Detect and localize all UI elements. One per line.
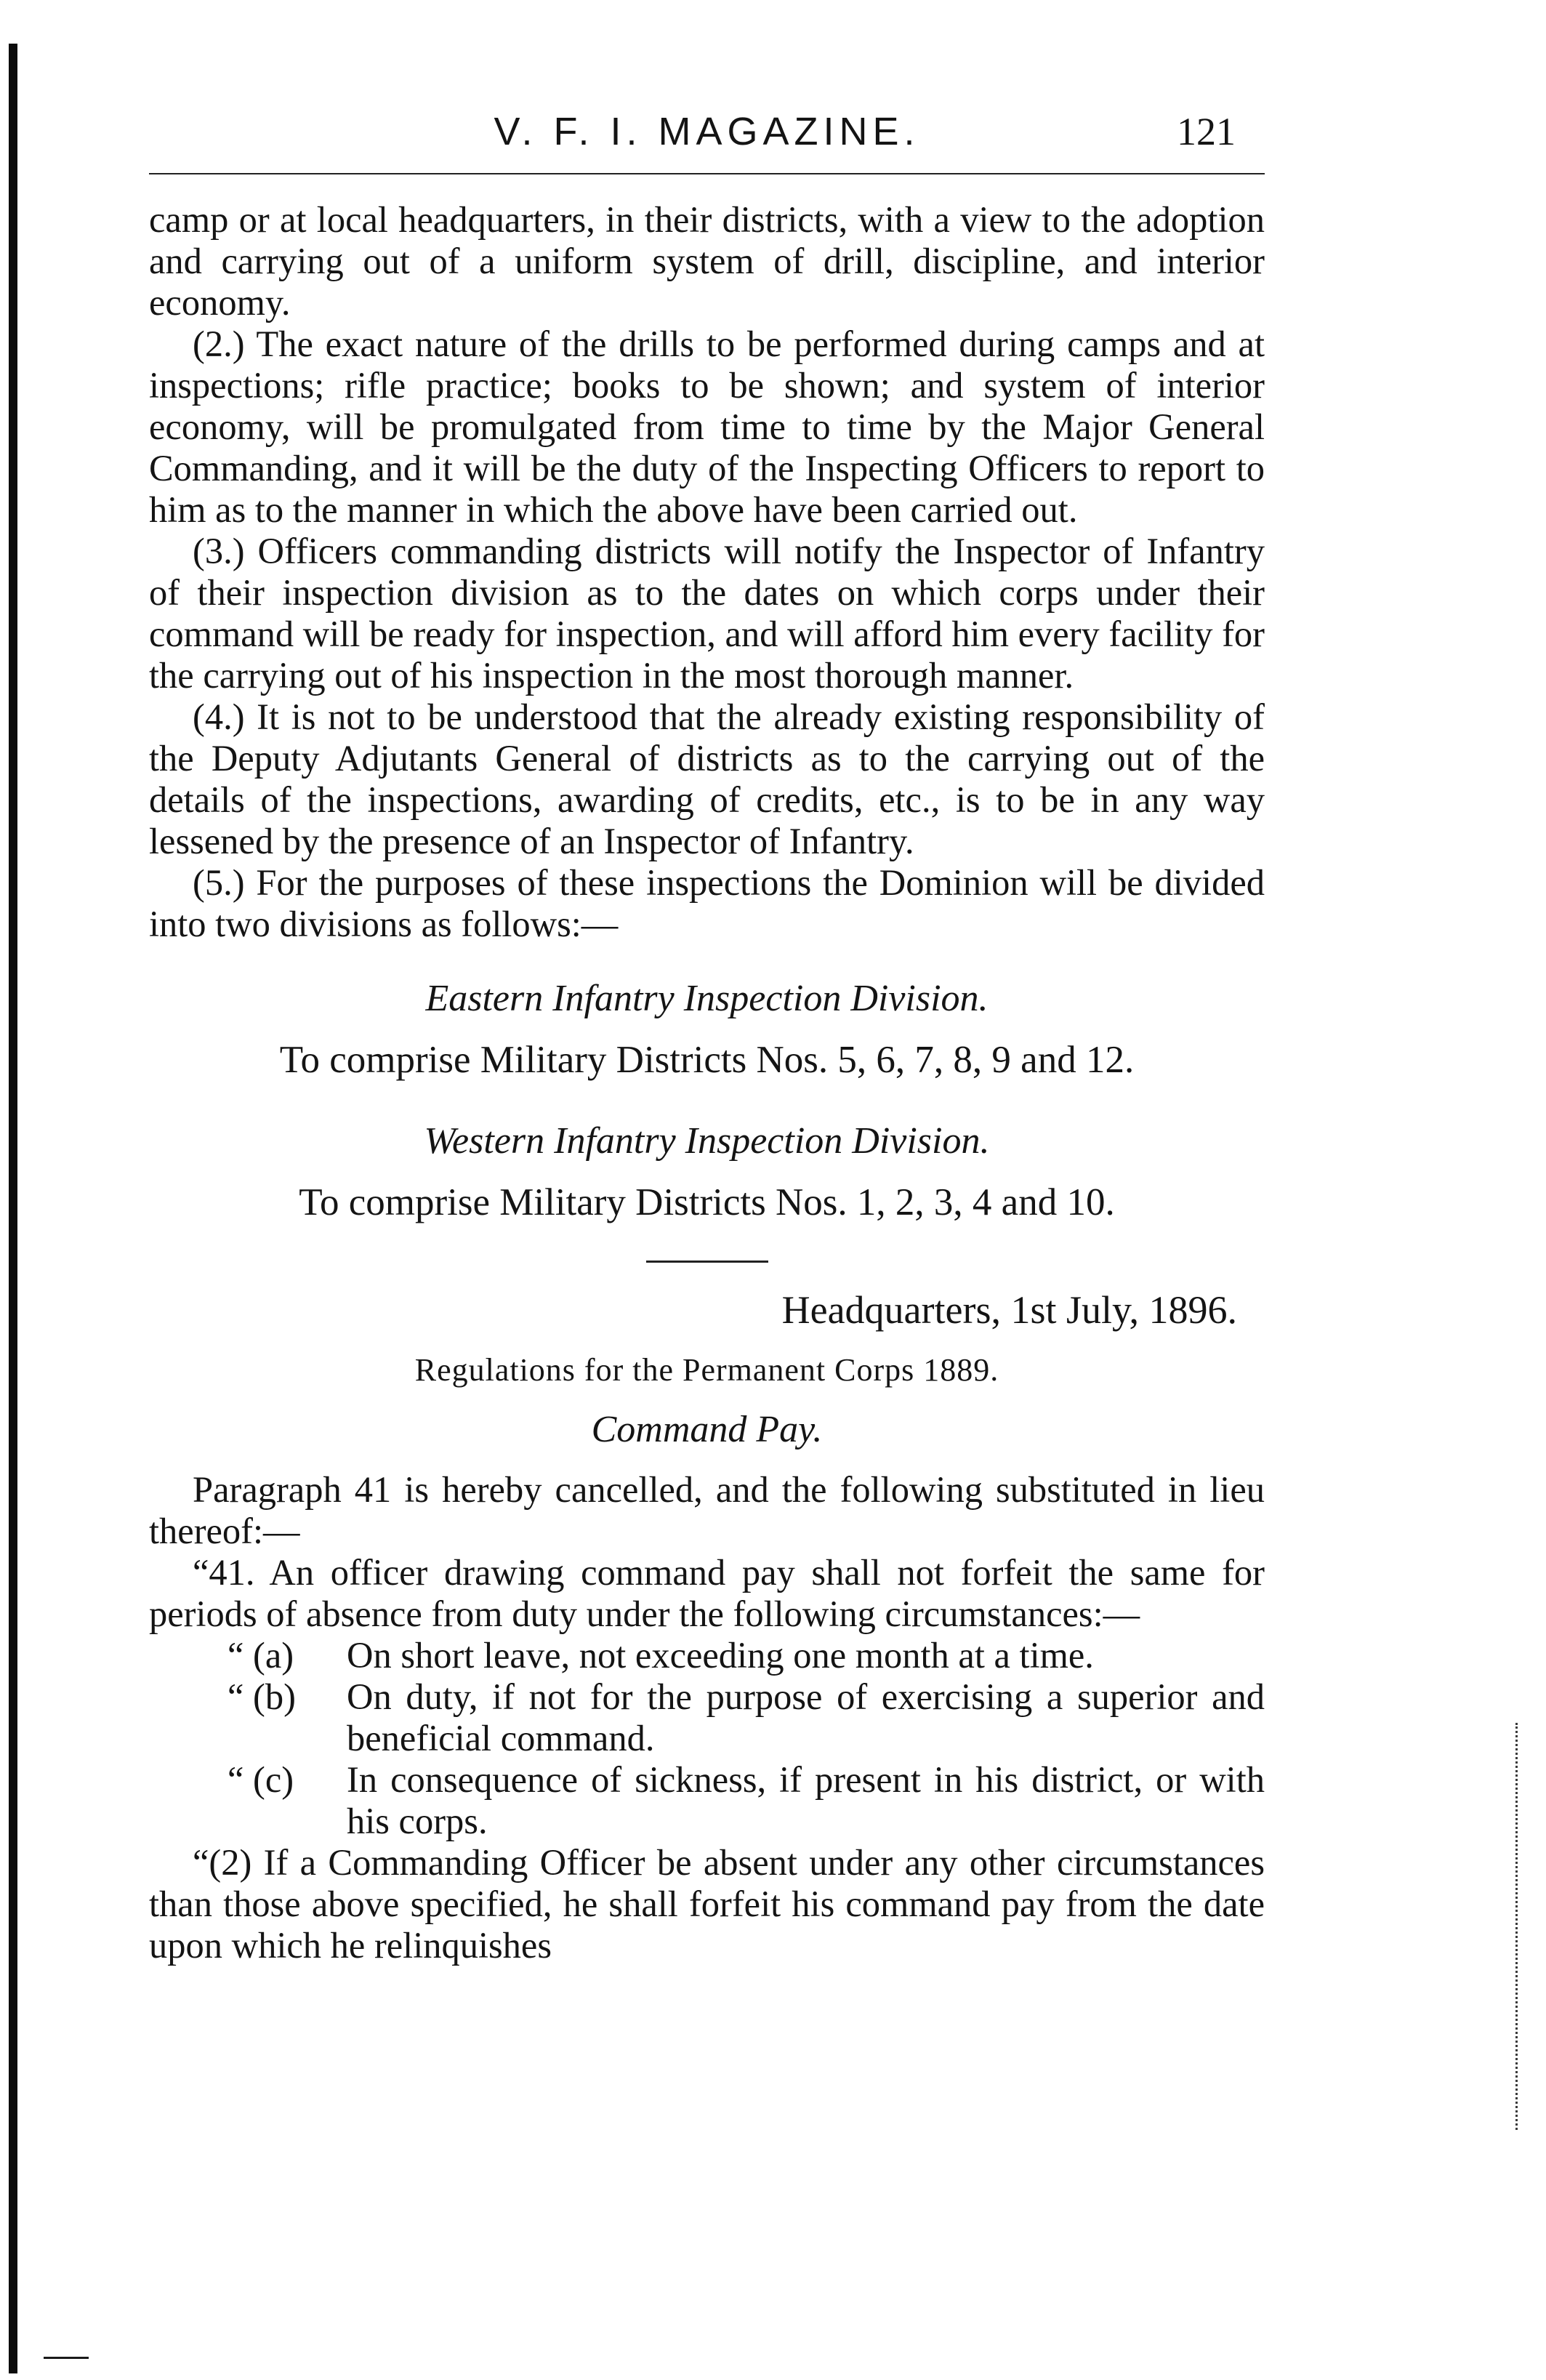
clause-text: In consequence of sickness, if present in his district, or with his corps. xyxy=(347,1759,1265,1841)
paragraph-5: (5.) For the purposes of these inspections the Dominion will be divided into two divisions as follows:— xyxy=(149,862,1265,944)
scan-edge-right xyxy=(1515,1723,1522,2130)
clause-text: On short leave, not exceeding one month at a time. xyxy=(347,1635,1094,1676)
magazine-title: V. F. I. MAGAZINE. xyxy=(494,110,920,153)
eastern-division-title: Eastern Infantry Inspection Division. xyxy=(425,978,989,1019)
paragraph-41-text: “41. An officer drawing command pay shall not forfeit the same for periods of absence from duty under the following circumstances:— xyxy=(149,1552,1265,1634)
clause-c xyxy=(149,1759,1265,1842)
western-division-title: Western Infantry Inspection Division. xyxy=(424,1120,990,1162)
paragraph-3: (3.) Officers commanding districts will notify the Inspector of Infantry of their inspection division as to the dates on which corps under their command will be ready for inspection, and will afford him every facility for the carrying out of his inspection in the most thorough manner. xyxy=(149,531,1265,696)
page-number: 121 xyxy=(1177,110,1236,153)
scan-edge-bottom xyxy=(44,2357,89,2359)
clause-text: On duty, if not for the purpose of exercising a superior and beneficial command. xyxy=(347,1676,1265,1758)
paragraph-intro: camp or at local headquarters, in their districts, with a view to the adoption and carrying out of a uniform system of drill, discipline, and interior economy. xyxy=(149,199,1265,323)
scan-edge-left xyxy=(9,44,17,2373)
section-divider xyxy=(646,1261,768,1263)
paragraph-2: (2.) The exact nature of the drills to be performed during camps and at inspections; rifle practice; books to be shown; and system of interior economy, will be promulgated from time to time by the Major General Commanding, and it will be the duty of the Inspecting Officers to report to him as to the manner in which the above have been carried out. xyxy=(149,323,1265,530)
command-pay-heading: Command Pay. xyxy=(591,1409,823,1450)
eastern-division-body: To comprise Military Districts Nos. 5, 6, 7, 8, 9 and 12. xyxy=(279,1039,1135,1081)
clause-a xyxy=(149,1635,1265,1676)
regulations-heading: Regulations for the Permanent Corps 1889. xyxy=(414,1352,999,1388)
clause-marker: “ (c) xyxy=(228,1759,294,1800)
headquarters-dateline: Headquarters, 1st July, 1896. xyxy=(781,1288,1237,1332)
clause-marker: “ (b) xyxy=(228,1676,296,1717)
western-division-body: To comprise Military Districts Nos. 1, 2, 3, 4 and 10. xyxy=(299,1181,1115,1223)
clause-b xyxy=(149,1676,1265,1759)
clause-2: “(2) If a Commanding Officer be absent under any other circumstances than those above specified, he shall forfeit his command pay from the date upon which he relinquishes xyxy=(149,1842,1265,1966)
clause-marker: “ (a) xyxy=(228,1635,294,1676)
magazine-page xyxy=(149,109,1265,1966)
running-head xyxy=(149,109,1265,167)
paragraph-41-intro: Paragraph 41 is hereby cancelled, and the following substituted in lieu thereof:— xyxy=(149,1469,1265,1551)
head-rule xyxy=(149,173,1265,174)
paragraph-4: (4.) It is not to be understood that the already existing responsibility of the Deputy Adjutants General of districts as to the carrying out of the details of the inspections, awarding of credits, etc., is to be in any way lessened by the presence of an Inspector of Infantry. xyxy=(149,696,1265,861)
